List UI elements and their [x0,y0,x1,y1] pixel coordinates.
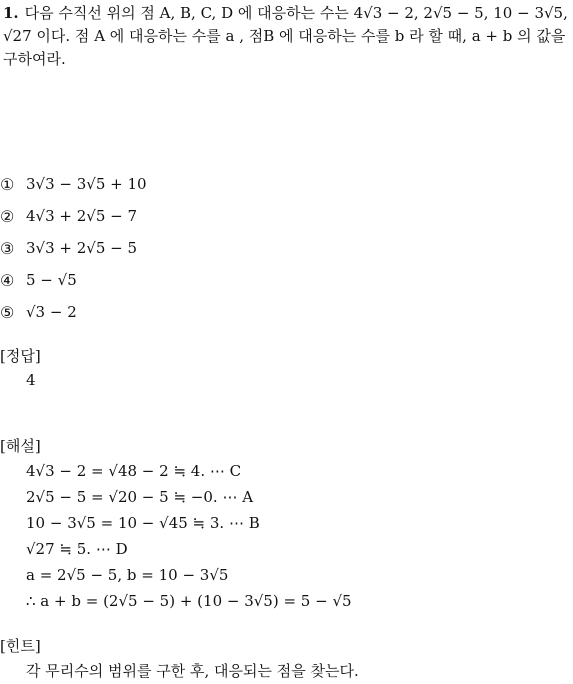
choice-2-text: 4√3 + 2√5 − 7 [26,207,138,225]
choice-3-text: 3√3 + 2√5 − 5 [26,239,138,257]
solution-section [0,434,560,614]
solution-line-1: 4√3 − 2 = √48 − 2 ≒ 4. ⋯ C [26,462,242,480]
answer-value: 4 [26,371,36,389]
choice-list [0,168,560,328]
choice-3-number: ③ [0,238,15,258]
solution-line-2: 2√5 − 5 = √20 − 5 ≒ −0. ⋯ A [26,488,254,506]
answer-section [0,344,560,392]
choice-1-text: 3√3 − 3√5 + 10 [26,175,147,193]
solution-line-4: √27 ≒ 5. ⋯ D [26,540,128,558]
choice-3[interactable] [0,232,560,264]
problem-text: 다음 수직선 위의 점 A, B, C, D 에 대응하는 수는 4√3 − 2, 2√5 − 5, 10 − 3√5, √27 이다. 점 A 에 대응하는 수를 a , 점B 에 대응하는 수를 b 라 할 때, a + b 의 값을 구하여라. [3,4,568,68]
choice-5[interactable] [0,296,560,328]
choice-4[interactable] [0,264,560,296]
choice-2-number: ② [0,206,15,226]
choice-2[interactable] [0,200,560,232]
choice-5-text: √3 − 2 [26,303,77,321]
hint-text: 각 무리수의 범위를 구한 후, 대응되는 점을 찾는다. [26,662,359,680]
solution-line-3: 10 − 3√5 = 10 − √45 ≒ 3. ⋯ B [26,514,260,532]
choice-4-number: ④ [0,270,15,290]
solution-line-6: ∴ a + b = (2√5 − 5) + (10 − 3√5) = 5 − √5 [26,592,352,610]
hint-section [0,634,560,684]
hint-label: [힌트] [0,637,41,655]
choice-4-text: 5 − √5 [26,271,77,289]
solution-label: [해설] [0,437,41,455]
solution-line-5: a = 2√5 − 5, b = 10 − 3√5 [26,566,229,584]
answer-label: [정답] [0,347,41,365]
choice-1[interactable] [0,168,560,200]
problem-number: 1. [3,4,19,22]
choice-1-number: ① [0,174,15,194]
problem-statement [3,2,569,71]
choice-5-number: ⑤ [0,302,15,322]
